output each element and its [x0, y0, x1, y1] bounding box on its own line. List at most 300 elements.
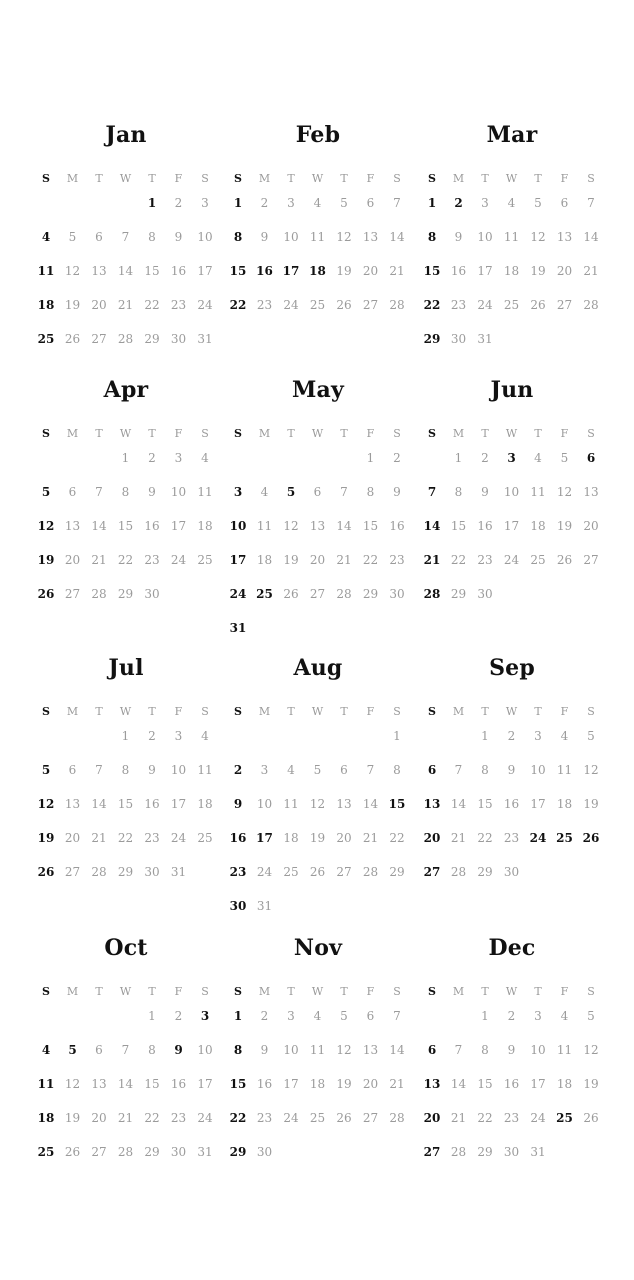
day-cell[interactable]: 30: [503, 1145, 520, 1159]
day-cell[interactable]: 22: [423, 298, 441, 312]
day-cell[interactable]: 25: [37, 1145, 55, 1159]
day-cell[interactable]: 29: [117, 865, 134, 879]
day-cell[interactable]: 21: [336, 553, 352, 567]
day-cell[interactable]: 29: [477, 1145, 493, 1159]
day-cell[interactable]: 7: [95, 485, 103, 499]
day-cell[interactable]: 23: [503, 831, 520, 845]
day-cell[interactable]: 1: [366, 451, 375, 465]
day-cell[interactable]: 26: [336, 1111, 352, 1125]
day-cell[interactable]: 16: [389, 519, 405, 533]
day-cell[interactable]: 23: [389, 553, 405, 567]
day-cell[interactable]: 20: [423, 1111, 441, 1125]
day-cell[interactable]: 28: [583, 298, 599, 312]
day-cell[interactable]: 15: [117, 797, 134, 811]
day-cell[interactable]: 8: [454, 485, 463, 499]
day-cell[interactable]: 11: [256, 519, 273, 533]
day-cell[interactable]: 20: [91, 298, 107, 312]
day-cell[interactable]: 17: [477, 264, 493, 278]
day-cell[interactable]: 12: [37, 797, 55, 811]
day-cell[interactable]: 24: [283, 298, 299, 312]
day-cell[interactable]: 30: [450, 332, 467, 346]
day-cell[interactable]: 22: [362, 553, 379, 567]
day-cell[interactable]: 10: [170, 485, 187, 499]
day-cell[interactable]: 1: [148, 1009, 156, 1023]
day-cell[interactable]: 13: [583, 485, 599, 499]
day-cell[interactable]: 18: [256, 553, 273, 567]
day-cell[interactable]: 3: [534, 1009, 542, 1023]
day-cell[interactable]: 11: [556, 1043, 573, 1057]
day-cell[interactable]: 10: [256, 797, 273, 811]
day-cell[interactable]: 10: [229, 519, 247, 533]
day-cell[interactable]: 20: [362, 264, 379, 278]
day-cell[interactable]: 23: [170, 298, 187, 312]
day-cell[interactable]: 26: [283, 587, 299, 601]
day-cell[interactable]: 9: [174, 1043, 183, 1057]
day-cell[interactable]: 5: [41, 485, 51, 499]
day-cell[interactable]: 21: [450, 1111, 467, 1125]
day-cell[interactable]: 23: [256, 1111, 273, 1125]
day-cell[interactable]: 27: [362, 298, 379, 312]
day-cell[interactable]: 2: [481, 451, 489, 465]
day-cell[interactable]: 1: [121, 729, 130, 743]
day-cell[interactable]: 24: [170, 553, 187, 567]
day-cell[interactable]: 3: [481, 196, 489, 210]
day-cell[interactable]: 11: [309, 230, 326, 244]
day-cell[interactable]: 13: [64, 797, 81, 811]
day-cell[interactable]: 1: [427, 196, 437, 210]
day-cell[interactable]: 14: [583, 230, 599, 244]
day-cell[interactable]: 25: [309, 1111, 326, 1125]
day-cell[interactable]: 21: [583, 264, 599, 278]
day-cell[interactable]: 23: [144, 831, 160, 845]
day-cell[interactable]: 3: [260, 763, 269, 777]
day-cell[interactable]: 14: [117, 1077, 134, 1091]
day-cell[interactable]: 13: [64, 519, 81, 533]
day-cell[interactable]: 1: [393, 729, 401, 743]
day-cell[interactable]: 27: [64, 587, 81, 601]
day-cell[interactable]: 24: [170, 831, 187, 845]
day-cell[interactable]: 8: [427, 230, 437, 244]
day-cell[interactable]: 26: [583, 1111, 599, 1125]
day-cell[interactable]: 17: [530, 1077, 546, 1091]
day-cell[interactable]: 13: [423, 797, 441, 811]
day-cell[interactable]: 1: [481, 729, 489, 743]
day-cell[interactable]: 9: [481, 485, 489, 499]
day-cell[interactable]: 28: [117, 1145, 134, 1159]
day-cell[interactable]: 5: [560, 451, 569, 465]
day-cell[interactable]: 28: [450, 1145, 467, 1159]
day-cell[interactable]: 30: [477, 587, 493, 601]
day-cell[interactable]: 11: [197, 763, 213, 777]
day-cell[interactable]: 19: [556, 519, 573, 533]
day-cell[interactable]: 13: [91, 264, 107, 278]
day-cell[interactable]: 7: [121, 230, 130, 244]
day-cell[interactable]: 29: [144, 332, 160, 346]
day-cell[interactable]: 4: [201, 451, 209, 465]
day-cell[interactable]: 12: [37, 519, 55, 533]
day-cell[interactable]: 2: [260, 196, 269, 210]
day-cell[interactable]: 3: [200, 1009, 210, 1023]
day-cell[interactable]: 28: [91, 587, 107, 601]
day-cell[interactable]: 5: [340, 196, 348, 210]
day-cell[interactable]: 5: [313, 763, 322, 777]
day-cell[interactable]: 11: [556, 763, 573, 777]
day-cell[interactable]: 16: [477, 519, 493, 533]
day-cell[interactable]: 30: [170, 1145, 187, 1159]
day-cell[interactable]: 10: [530, 763, 546, 777]
day-cell[interactable]: 25: [256, 587, 273, 601]
day-cell[interactable]: 25: [556, 1111, 573, 1125]
day-cell[interactable]: 19: [283, 553, 299, 567]
day-cell[interactable]: 21: [423, 553, 441, 567]
day-cell[interactable]: 14: [362, 797, 379, 811]
day-cell[interactable]: 19: [336, 1077, 352, 1091]
day-cell[interactable]: 30: [144, 865, 160, 879]
day-cell[interactable]: 14: [450, 1077, 467, 1091]
day-cell[interactable]: 27: [423, 1145, 441, 1159]
day-cell[interactable]: 25: [556, 831, 573, 845]
day-cell[interactable]: 17: [197, 264, 213, 278]
day-cell[interactable]: 12: [283, 519, 299, 533]
day-cell[interactable]: 17: [170, 797, 187, 811]
day-cell[interactable]: 7: [427, 485, 437, 499]
day-cell[interactable]: 10: [283, 1043, 299, 1057]
day-cell[interactable]: 24: [477, 298, 493, 312]
day-cell[interactable]: 18: [37, 298, 55, 312]
day-cell[interactable]: 12: [336, 1043, 352, 1057]
day-cell[interactable]: 4: [41, 1043, 51, 1057]
day-cell[interactable]: 18: [530, 519, 546, 533]
day-cell[interactable]: 6: [68, 763, 77, 777]
day-cell[interactable]: 27: [309, 587, 326, 601]
day-cell[interactable]: 29: [450, 587, 467, 601]
day-cell[interactable]: 21: [117, 298, 134, 312]
day-cell[interactable]: 27: [64, 865, 81, 879]
day-cell[interactable]: 11: [37, 1077, 55, 1091]
day-cell[interactable]: 7: [393, 196, 401, 210]
day-cell[interactable]: 13: [362, 1043, 379, 1057]
day-cell[interactable]: 29: [362, 587, 379, 601]
day-cell[interactable]: 12: [556, 485, 573, 499]
day-cell[interactable]: 19: [37, 831, 55, 845]
day-cell[interactable]: 11: [37, 264, 55, 278]
day-cell[interactable]: 7: [454, 1043, 463, 1057]
day-cell[interactable]: 9: [148, 763, 156, 777]
day-cell[interactable]: 31: [197, 332, 213, 346]
day-cell[interactable]: 2: [148, 729, 156, 743]
day-cell[interactable]: 6: [95, 1043, 103, 1057]
day-cell[interactable]: 24: [256, 865, 273, 879]
day-cell[interactable]: 17: [283, 1077, 299, 1091]
day-cell[interactable]: 7: [95, 763, 103, 777]
day-cell[interactable]: 25: [503, 298, 520, 312]
day-cell[interactable]: 13: [423, 1077, 441, 1091]
day-cell[interactable]: 9: [454, 230, 463, 244]
day-cell[interactable]: 3: [201, 196, 209, 210]
day-cell[interactable]: 14: [91, 797, 107, 811]
day-cell[interactable]: 5: [340, 1009, 348, 1023]
day-cell[interactable]: 25: [530, 553, 546, 567]
day-cell[interactable]: 24: [530, 1111, 546, 1125]
day-cell[interactable]: 15: [229, 1077, 247, 1091]
day-cell[interactable]: 12: [530, 230, 546, 244]
day-cell[interactable]: 11: [283, 797, 299, 811]
day-cell[interactable]: 11: [197, 485, 213, 499]
day-cell[interactable]: 10: [170, 763, 187, 777]
day-cell[interactable]: 14: [117, 264, 134, 278]
day-cell[interactable]: 6: [340, 763, 348, 777]
day-cell[interactable]: 22: [229, 1111, 247, 1125]
day-cell[interactable]: 6: [366, 1009, 375, 1023]
day-cell[interactable]: 3: [174, 451, 183, 465]
day-cell[interactable]: 20: [362, 1077, 379, 1091]
day-cell[interactable]: 26: [309, 865, 326, 879]
day-cell[interactable]: 27: [362, 1111, 379, 1125]
day-cell[interactable]: 6: [560, 196, 569, 210]
day-cell[interactable]: 16: [170, 264, 187, 278]
day-cell[interactable]: 8: [366, 485, 375, 499]
day-cell[interactable]: 26: [37, 587, 55, 601]
day-cell[interactable]: 9: [260, 230, 269, 244]
day-cell[interactable]: 13: [556, 230, 573, 244]
day-cell[interactable]: 13: [309, 519, 326, 533]
day-cell[interactable]: 10: [503, 485, 520, 499]
day-cell[interactable]: 14: [389, 230, 405, 244]
day-cell[interactable]: 10: [197, 230, 213, 244]
day-cell[interactable]: 13: [336, 797, 352, 811]
day-cell[interactable]: 31: [229, 621, 247, 635]
day-cell[interactable]: 15: [229, 264, 247, 278]
day-cell[interactable]: 29: [477, 865, 493, 879]
day-cell[interactable]: 22: [229, 298, 247, 312]
day-cell[interactable]: 18: [556, 797, 573, 811]
day-cell[interactable]: 1: [233, 1009, 243, 1023]
day-cell[interactable]: 4: [201, 729, 209, 743]
day-cell[interactable]: 17: [229, 553, 247, 567]
day-cell[interactable]: 20: [91, 1111, 107, 1125]
day-cell[interactable]: 26: [556, 553, 573, 567]
day-cell[interactable]: 4: [534, 451, 542, 465]
day-cell[interactable]: 15: [477, 1077, 493, 1091]
day-cell[interactable]: 29: [389, 865, 405, 879]
day-cell[interactable]: 5: [68, 230, 77, 244]
day-cell[interactable]: 27: [556, 298, 573, 312]
day-cell[interactable]: 12: [309, 797, 326, 811]
day-cell[interactable]: 21: [91, 553, 107, 567]
day-cell[interactable]: 23: [170, 1111, 187, 1125]
day-cell[interactable]: 14: [389, 1043, 405, 1057]
day-cell[interactable]: 3: [233, 485, 243, 499]
day-cell[interactable]: 11: [309, 1043, 326, 1057]
day-cell[interactable]: 2: [174, 1009, 183, 1023]
day-cell[interactable]: 21: [117, 1111, 134, 1125]
day-cell[interactable]: 8: [481, 763, 489, 777]
day-cell[interactable]: 2: [148, 451, 156, 465]
day-cell[interactable]: 5: [68, 1043, 77, 1057]
day-cell[interactable]: 27: [91, 332, 107, 346]
day-cell[interactable]: 1: [147, 196, 157, 210]
day-cell[interactable]: 5: [534, 196, 542, 210]
day-cell[interactable]: 1: [454, 451, 463, 465]
day-cell[interactable]: 6: [366, 196, 375, 210]
day-cell[interactable]: 19: [530, 264, 546, 278]
day-cell[interactable]: 4: [507, 196, 516, 210]
day-cell[interactable]: 9: [174, 230, 183, 244]
day-cell[interactable]: 28: [117, 332, 134, 346]
day-cell[interactable]: 17: [256, 831, 273, 845]
day-cell[interactable]: 12: [583, 763, 599, 777]
day-cell[interactable]: 12: [336, 230, 352, 244]
day-cell[interactable]: 31: [256, 899, 273, 913]
day-cell[interactable]: 2: [454, 196, 463, 210]
day-cell[interactable]: 24: [229, 587, 247, 601]
day-cell[interactable]: 19: [309, 831, 326, 845]
day-cell[interactable]: 26: [37, 865, 55, 879]
day-cell[interactable]: 3: [507, 451, 516, 465]
day-cell[interactable]: 29: [229, 1145, 247, 1159]
day-cell[interactable]: 22: [477, 1111, 493, 1125]
day-cell[interactable]: 14: [91, 519, 107, 533]
day-cell[interactable]: 22: [389, 831, 405, 845]
day-cell[interactable]: 7: [121, 1043, 130, 1057]
day-cell[interactable]: 23: [144, 553, 160, 567]
day-cell[interactable]: 30: [503, 865, 520, 879]
day-cell[interactable]: 2: [507, 1009, 516, 1023]
day-cell[interactable]: 11: [503, 230, 520, 244]
day-cell[interactable]: 4: [41, 230, 51, 244]
day-cell[interactable]: 28: [91, 865, 107, 879]
day-cell[interactable]: 1: [121, 451, 130, 465]
day-cell[interactable]: 25: [197, 553, 213, 567]
day-cell[interactable]: 22: [117, 831, 134, 845]
day-cell[interactable]: 8: [148, 230, 156, 244]
day-cell[interactable]: 6: [427, 763, 437, 777]
day-cell[interactable]: 11: [530, 485, 546, 499]
day-cell[interactable]: 16: [256, 1077, 273, 1091]
day-cell[interactable]: 24: [529, 831, 547, 845]
day-cell[interactable]: 21: [450, 831, 467, 845]
day-cell[interactable]: 20: [309, 553, 326, 567]
day-cell[interactable]: 1: [233, 196, 243, 210]
day-cell[interactable]: 21: [362, 831, 379, 845]
day-cell[interactable]: 14: [336, 519, 352, 533]
day-cell[interactable]: 6: [313, 485, 322, 499]
day-cell[interactable]: 20: [336, 831, 352, 845]
day-cell[interactable]: 20: [583, 519, 599, 533]
day-cell[interactable]: 16: [170, 1077, 187, 1091]
day-cell[interactable]: 30: [256, 1145, 273, 1159]
day-cell[interactable]: 15: [477, 797, 493, 811]
day-cell[interactable]: 6: [586, 451, 596, 465]
day-cell[interactable]: 31: [477, 332, 493, 346]
day-cell[interactable]: 9: [260, 1043, 269, 1057]
day-cell[interactable]: 28: [389, 298, 405, 312]
day-cell[interactable]: 15: [362, 519, 379, 533]
day-cell[interactable]: 22: [117, 553, 134, 567]
day-cell[interactable]: 28: [389, 1111, 405, 1125]
day-cell[interactable]: 18: [503, 264, 520, 278]
day-cell[interactable]: 15: [117, 519, 134, 533]
day-cell[interactable]: 24: [503, 553, 520, 567]
day-cell[interactable]: 16: [256, 264, 273, 278]
day-cell[interactable]: 19: [64, 298, 81, 312]
day-cell[interactable]: 10: [283, 230, 299, 244]
day-cell[interactable]: 23: [477, 553, 493, 567]
day-cell[interactable]: 22: [144, 1111, 160, 1125]
day-cell[interactable]: 8: [481, 1043, 489, 1057]
day-cell[interactable]: 8: [148, 1043, 156, 1057]
day-cell[interactable]: 18: [309, 1077, 326, 1091]
day-cell[interactable]: 18: [37, 1111, 55, 1125]
day-cell[interactable]: 27: [336, 865, 352, 879]
day-cell[interactable]: 4: [560, 1009, 569, 1023]
day-cell[interactable]: 20: [64, 553, 81, 567]
day-cell[interactable]: 27: [583, 553, 599, 567]
day-cell[interactable]: 22: [144, 298, 160, 312]
day-cell[interactable]: 6: [95, 230, 103, 244]
day-cell[interactable]: 4: [313, 1009, 322, 1023]
day-cell[interactable]: 6: [427, 1043, 437, 1057]
day-cell[interactable]: 9: [507, 763, 516, 777]
day-cell[interactable]: 14: [423, 519, 441, 533]
day-cell[interactable]: 25: [309, 298, 326, 312]
day-cell[interactable]: 5: [587, 1009, 595, 1023]
day-cell[interactable]: 29: [144, 1145, 160, 1159]
day-cell[interactable]: 5: [41, 763, 51, 777]
day-cell[interactable]: 12: [64, 264, 81, 278]
day-cell[interactable]: 16: [503, 1077, 520, 1091]
day-cell[interactable]: 31: [197, 1145, 213, 1159]
day-cell[interactable]: 8: [393, 763, 401, 777]
day-cell[interactable]: 25: [197, 831, 213, 845]
day-cell[interactable]: 3: [287, 196, 295, 210]
day-cell[interactable]: 12: [583, 1043, 599, 1057]
day-cell[interactable]: 2: [260, 1009, 269, 1023]
day-cell[interactable]: 9: [148, 485, 156, 499]
day-cell[interactable]: 22: [450, 553, 467, 567]
day-cell[interactable]: 20: [556, 264, 573, 278]
day-cell[interactable]: 24: [197, 1111, 213, 1125]
day-cell[interactable]: 6: [68, 485, 77, 499]
day-cell[interactable]: 17: [197, 1077, 213, 1091]
day-cell[interactable]: 12: [64, 1077, 81, 1091]
day-cell[interactable]: 28: [423, 587, 441, 601]
day-cell[interactable]: 16: [450, 264, 467, 278]
day-cell[interactable]: 27: [423, 865, 441, 879]
day-cell[interactable]: 2: [233, 763, 243, 777]
day-cell[interactable]: 28: [450, 865, 467, 879]
day-cell[interactable]: 14: [450, 797, 467, 811]
day-cell[interactable]: 17: [503, 519, 520, 533]
day-cell[interactable]: 23: [503, 1111, 520, 1125]
day-cell[interactable]: 18: [283, 831, 299, 845]
day-cell[interactable]: 15: [450, 519, 467, 533]
day-cell[interactable]: 2: [174, 196, 183, 210]
day-cell[interactable]: 26: [64, 332, 81, 346]
day-cell[interactable]: 8: [233, 230, 243, 244]
day-cell[interactable]: 2: [393, 451, 401, 465]
day-cell[interactable]: 31: [530, 1145, 546, 1159]
day-cell[interactable]: 17: [282, 264, 300, 278]
day-cell[interactable]: 5: [587, 729, 595, 743]
day-cell[interactable]: 21: [91, 831, 107, 845]
day-cell[interactable]: 2: [507, 729, 516, 743]
day-cell[interactable]: 26: [64, 1145, 81, 1159]
day-cell[interactable]: 9: [507, 1043, 516, 1057]
day-cell[interactable]: 15: [144, 1077, 160, 1091]
day-cell[interactable]: 16: [229, 831, 247, 845]
day-cell[interactable]: 4: [560, 729, 569, 743]
